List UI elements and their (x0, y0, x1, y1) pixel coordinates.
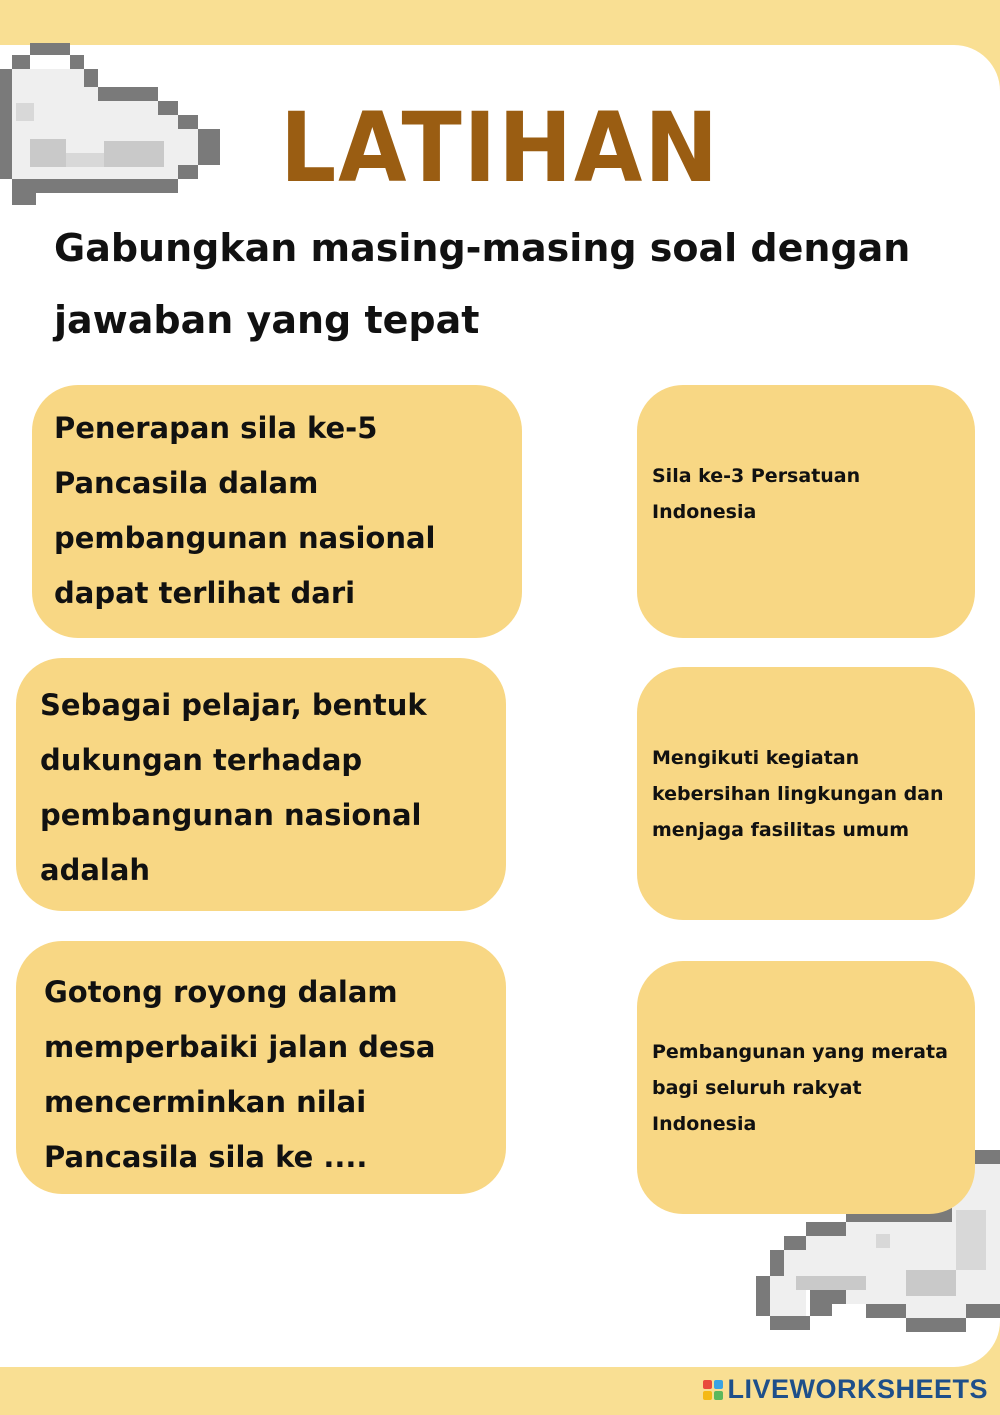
liveworksheets-logo-icon (703, 1380, 723, 1400)
question-text: Penerapan sila ke-5 Pancasila dalam pembangunan nasional dapat terlihat dari (54, 411, 436, 610)
answer-card-2[interactable] (637, 667, 975, 920)
answer-text: Sila ke-3 Persatuan Indonesia (652, 465, 861, 523)
answer-card-1[interactable] (637, 385, 975, 638)
answer-card-3[interactable] (637, 961, 975, 1214)
liveworksheets-brand (703, 1374, 988, 1405)
question-text: Gotong royong dalam memperbaiki jalan desa mencerminkan nilai Pancasila sila ke .... (44, 975, 436, 1174)
answer-text: Mengikuti kegiatan kebersihan lingkungan dan menjaga fasilitas umum (652, 747, 944, 841)
page-title: LATIHAN (280, 92, 720, 204)
instruction-text: Gabungkan masing-masing soal dengan jawaban yang tepat (54, 226, 911, 342)
brand-name: LIVEWORKSHEETS (727, 1374, 988, 1404)
question-card-3[interactable] (16, 941, 506, 1194)
question-text: Sebagai pelajar, bentuk dukungan terhadap pembangunan nasional adalah (40, 688, 427, 887)
question-card-2[interactable] (16, 658, 506, 911)
question-card-1[interactable] (32, 385, 522, 638)
answer-text: Pembangunan yang merata bagi seluruh rakyat Indonesia (652, 1041, 948, 1135)
